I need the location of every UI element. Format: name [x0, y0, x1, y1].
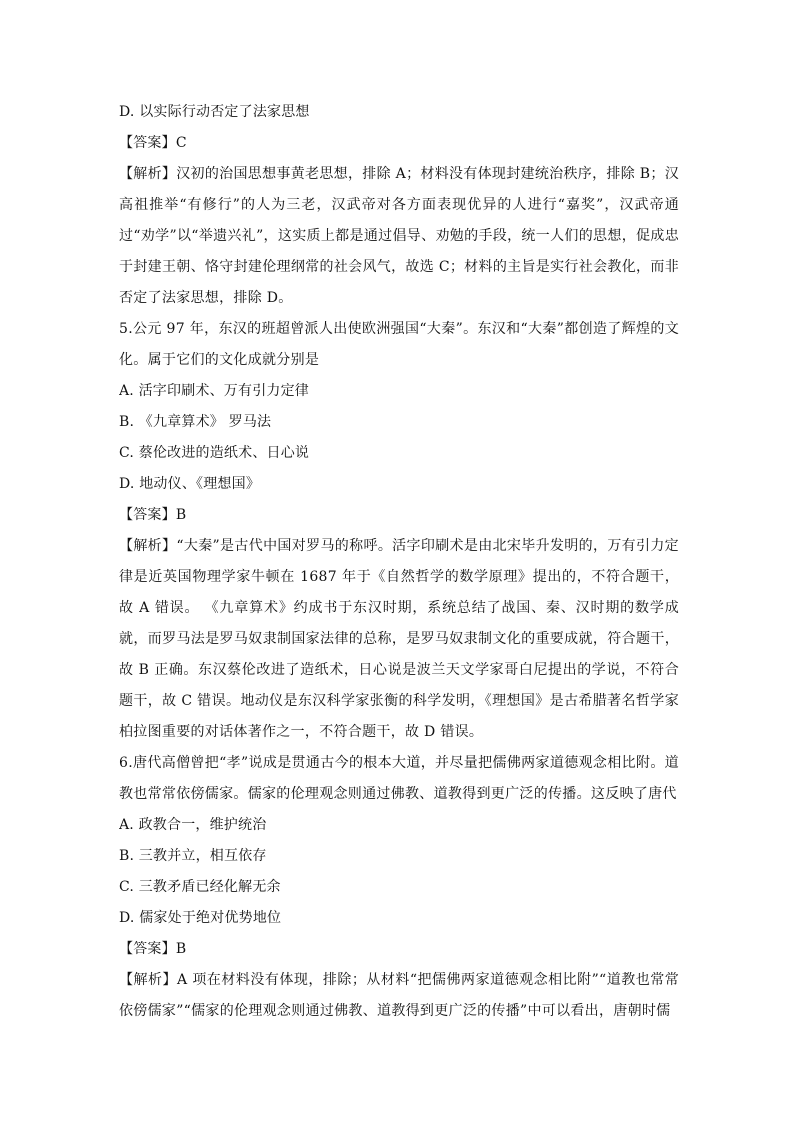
q6-option-a: A. 政教合一，维护统治	[119, 817, 267, 833]
analysis-label: 【解析】	[119, 972, 178, 988]
q5-option-a: A. 活字印刷术、万有引力定律	[119, 383, 310, 399]
q6-option-c: C. 三教矛盾已经化解无余	[119, 879, 281, 895]
analysis-label: 【解析】	[119, 538, 177, 554]
analysis-text: A 项在材料没有体现，排除；从材料“把儒佛两家道德观念相比附”“道教也常常依傍儒家”“儒家的伦理观念则通过佛教、道教得到更广泛的传播”中可以看出，唐朝时儒	[119, 972, 679, 1019]
answer-label: 【答案】	[119, 941, 176, 957]
q6-analysis	[119, 965, 679, 1027]
document-page	[119, 97, 679, 1027]
q4-analysis	[119, 159, 679, 314]
q5-option-b: B. 《九章算术》 罗马法	[119, 414, 272, 430]
q5-option-d: D. 地动仪、《理想国》	[119, 476, 261, 492]
q4-option-d: D. 以实际行动否定了法家思想	[119, 104, 310, 120]
q4-answer	[119, 128, 679, 159]
answer-label: 【答案】	[119, 507, 176, 523]
analysis-text: “大秦”是古代中国对罗马的称呼。活字印刷术是由北宋毕升发明的，万有引力定律是近英国物理学家牛顿在 1687 年于《自然哲学的数学原理》提出的，不符合题干，故 A 错误。 《九章算术》约成书于东汉时期，系统总结了战国、秦、汉时期的数学成就，而罗马法是罗马奴隶制国家法律的总称，是罗马奴隶制文化的重要成就，符合题干，故 B 正确。东汉蔡伦改进了造纸术，日心说是波兰天文学家哥白尼提出的学说，不符合题干，故 C 错误。地动仪是东汉科学家张衡的科学发明，《理想国》是古希腊著名哲学家柏拉图重要的对话体著作之一，不符合题干，故 D 错误。	[119, 538, 679, 740]
answer-value: C	[175, 135, 187, 151]
answer-label: 【答案】	[119, 135, 176, 151]
q6-option-b: B. 三教并立，相互依存	[119, 848, 267, 864]
q6-stem: 6.唐代高僧曾把“孝”说成是贯通古今的根本大道，并尽量把儒佛两家道德观念相比附。道教也常常依傍儒家。儒家的伦理观念则通过佛教、道教得到更广泛的传播。这反映了唐代	[119, 755, 679, 802]
analysis-label: 【解析】	[119, 166, 177, 182]
q5-analysis	[119, 531, 679, 748]
q5-stem: 5.公元 97 年，东汉的班超曾派人出使欧洲强国“大秦”。东汉和“大秦”都创造了辉煌的文化。属于它们的文化成就分别是	[119, 321, 679, 368]
q5-answer	[119, 500, 679, 531]
answer-value: B	[175, 941, 187, 957]
answer-value: B	[175, 507, 187, 523]
q6-option-d: D. 儒家处于绝对优势地位	[119, 910, 282, 926]
q6-answer	[119, 934, 679, 965]
analysis-text: 汉初的治国思想事黄老思想，排除 A；材料没有体现封建统治秩序，排除 B；汉高祖推举“有修行”的人为三老，汉武帝对各方面表现优异的人进行“嘉奖”，汉武帝通过“劝学”以“举遗兴礼”，这实质上都是通过倡导、劝勉的手段，统一人们的思想，促成忠于封建王朝、恪守封建伦理纲常的社会风气，故选 C；材料的主旨是实行社会教化，而非否定了法家思想，排除 D。	[119, 166, 679, 306]
q5-option-c: C. 蔡伦改进的造纸术、日心说	[119, 445, 310, 461]
